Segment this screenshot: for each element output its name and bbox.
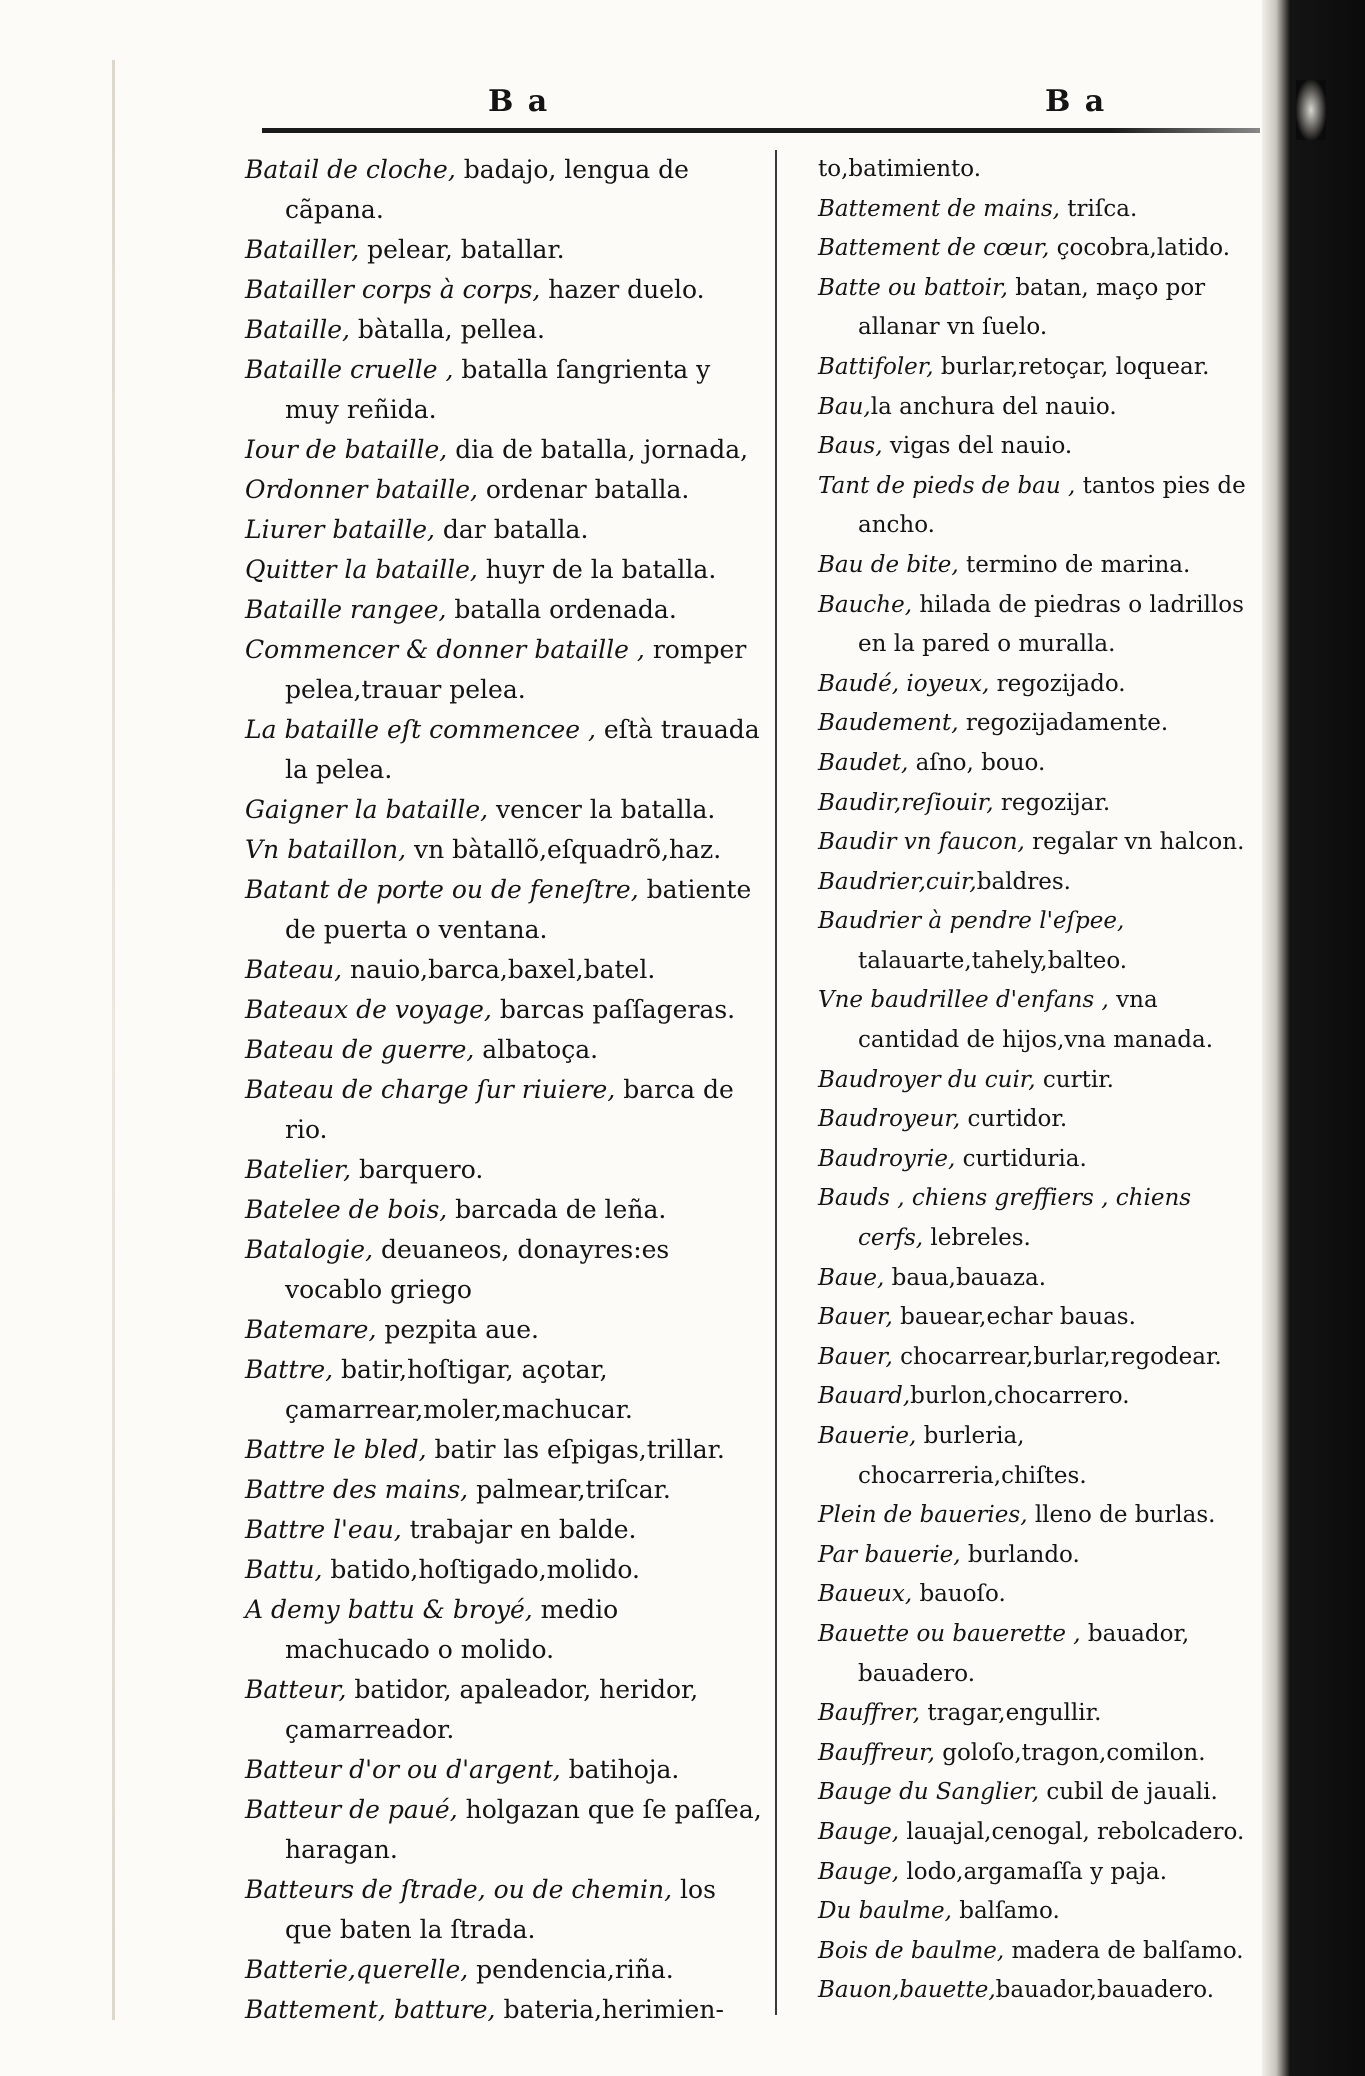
dictionary-entry (245, 230, 770, 270)
dictionary-entry (245, 590, 770, 630)
entry-headword: Battement de cœur, (818, 235, 1050, 262)
entry-headword: Bateau, (245, 955, 343, 984)
dictionary-entry (245, 1590, 770, 1670)
dictionary-entry (245, 1550, 770, 1590)
entry-headword: Bauche, (818, 591, 913, 618)
entry-headword: Par bauerie, (818, 1541, 961, 1568)
entry-gloss: huyr de la batalla. (477, 555, 717, 584)
dictionary-entry (818, 586, 1258, 665)
column-divider (775, 150, 777, 2015)
entry-gloss: burlar,retoçar, loquear. (933, 353, 1210, 380)
entry-gloss: la anchura del nauio. (870, 393, 1117, 420)
entry-gloss: talauarte,tahely,balteo. (858, 947, 1128, 974)
entry-gloss: dia de batalla, jornada, (447, 435, 749, 464)
entry-gloss: vencer la batalla. (488, 795, 716, 824)
dictionary-entry (818, 1259, 1258, 1299)
entry-gloss: vn bàtallõ,eſquadrõ,haz. (406, 835, 722, 864)
dictionary-entry (818, 1971, 1258, 2011)
entry-gloss: bauear,echar bauas. (892, 1304, 1136, 1331)
entry-headword: Bateau de guerre, (245, 1035, 475, 1064)
dictionary-entry (818, 388, 1258, 428)
entry-gloss: triſca. (1059, 195, 1138, 222)
dictionary-entry (245, 1990, 770, 2030)
dictionary-entry (245, 1750, 770, 1790)
entry-headword: Quitter la bataille, (245, 555, 478, 584)
dictionary-entry (245, 630, 770, 710)
entry-headword: Battre l'eau, (245, 1515, 402, 1544)
entry-headword: Bauard, (818, 1383, 911, 1410)
entry-headword: Batant de porte ou de feneſtre, (245, 875, 639, 904)
dictionary-entry (245, 510, 770, 550)
entry-headword: Batail de cloche, (245, 155, 456, 184)
dictionary-entry (818, 704, 1258, 744)
entry-gloss: los que baten la ſtrada. (285, 1875, 716, 1944)
entry-headword: Baue, (818, 1264, 885, 1291)
entry-gloss: barcada de leña. (447, 1195, 667, 1224)
entry-headword: Battement, batture, (245, 1995, 496, 2024)
entry-headword: Batteur d'or ou d'argent, (245, 1755, 561, 1784)
entry-headword: Bois de baulme, (818, 1937, 1005, 1964)
entry-gloss: to,batimiento. (818, 156, 982, 182)
entry-gloss: tragar,engullir. (920, 1700, 1102, 1727)
dictionary-entry (245, 950, 770, 990)
entry-headword: Bateau de charge ſur riuiere, (245, 1075, 616, 1104)
dictionary-entry (818, 1179, 1258, 1258)
entry-headword: Batte ou battoir, (818, 274, 1008, 301)
entry-gloss: batiente de puerta o ventana. (285, 875, 752, 944)
dictionary-entry (818, 823, 1258, 863)
dictionary-entry (818, 1496, 1258, 1536)
entry-gloss: bauador, bauadero. (858, 1620, 1190, 1687)
right-column (818, 150, 1258, 2011)
entry-headword: Gaigner la bataille, (245, 795, 489, 824)
dictionary-entry (245, 1870, 770, 1950)
entry-headword: Baudir,reſiouir, (818, 789, 994, 816)
dictionary-entry (818, 150, 1258, 190)
running-head-right: B a (1045, 84, 1107, 119)
entry-gloss: pendencia,riña. (468, 1955, 674, 1984)
entry-headword: Batailler corps à corps, (245, 275, 541, 304)
entry-headword: Bauette ou bauerette , (818, 1620, 1081, 1647)
dictionary-entry (818, 744, 1258, 784)
entry-headword: Batteur de paué, (245, 1795, 458, 1824)
entry-gloss: batidor, apaleador, heridor, çamarreador. (285, 1675, 699, 1744)
dictionary-entry (245, 470, 770, 510)
entry-gloss: hilada de piedras o ladrillos en la pared o muralla. (858, 591, 1244, 658)
entry-headword: Batteurs de ſtrade, ou de chemin, (245, 1875, 673, 1904)
entry-headword: Plein de baueries, (818, 1502, 1028, 1529)
entry-headword: Bau, (818, 393, 871, 420)
entry-headword: Ordonner bataille, (245, 475, 478, 504)
dictionary-entry (818, 784, 1258, 824)
entry-gloss: vna cantidad de hijos,vna manada. (858, 987, 1214, 1054)
entry-gloss: lauajal,cenogal, rebolcadero. (899, 1818, 1245, 1845)
dictionary-entry (818, 190, 1258, 230)
dictionary-entry (245, 1230, 770, 1310)
entry-gloss: curtidor. (960, 1106, 1068, 1133)
entry-gloss: lleno de burlas. (1027, 1502, 1216, 1529)
entry-headword: Batemare, (245, 1315, 377, 1344)
entry-headword: Batelier, (245, 1155, 352, 1184)
header-rule (262, 128, 1252, 133)
dictionary-entry (245, 710, 770, 790)
entry-gloss: vigas del nauio. (882, 433, 1073, 460)
entry-headword: Bauer, (818, 1343, 893, 1370)
entry-headword: Vn bataillon, (245, 835, 407, 864)
entry-gloss: ordenar batalla. (477, 475, 690, 504)
entry-gloss: batalla ordenada. (446, 595, 677, 624)
entry-gloss: burlando. (960, 1541, 1080, 1568)
entry-headword: Battifoler, (818, 353, 934, 380)
dictionary-entry (818, 1061, 1258, 1101)
entry-gloss: bauador,bauadero. (995, 1977, 1215, 2004)
dictionary-entry (245, 430, 770, 470)
entry-headword: Batailler, (245, 235, 360, 264)
entry-headword: Bauge du Sanglier, (818, 1779, 1040, 1806)
entry-headword: Bataille, (245, 315, 350, 344)
entry-headword: Baudet, (818, 749, 909, 776)
dictionary-entry (818, 546, 1258, 586)
dictionary-entry (245, 350, 770, 430)
entry-gloss: nauio,barca,baxel,batel. (342, 955, 656, 984)
dictionary-entry (818, 665, 1258, 705)
dictionary-entry (818, 467, 1258, 546)
header-rule-fade (1110, 128, 1260, 133)
page-left-edge (112, 60, 115, 2020)
dictionary-entry (818, 427, 1258, 467)
entry-gloss: regalar vn halcon. (1024, 829, 1245, 856)
entry-headword: Bauge, (818, 1818, 900, 1845)
entry-gloss: lodo,argamaſſa y paja. (899, 1858, 1168, 1885)
dictionary-entry (245, 790, 770, 830)
entry-gloss: curtir. (1035, 1066, 1114, 1093)
entry-headword: Baudrier à pendre l'eſpee, (818, 908, 1125, 935)
entry-gloss: bàtalla, pellea. (349, 315, 546, 344)
dictionary-entry (245, 310, 770, 350)
dictionary-entry (818, 1892, 1258, 1932)
entry-headword: Batalogie, (245, 1235, 374, 1264)
entry-gloss: goloſo,tragon,comilon. (934, 1739, 1206, 1766)
entry-gloss: batir,hoſtigar, açotar, çamarrear,moler,machucar. (285, 1355, 633, 1424)
entry-gloss: dar batalla. (434, 515, 589, 544)
entry-gloss: madera de balſamo. (1004, 1937, 1244, 1964)
entry-headword: A demy battu & broyé, (245, 1595, 533, 1624)
entry-gloss: medio machucado o molido. (285, 1595, 619, 1664)
dictionary-entry (245, 1150, 770, 1190)
entry-headword: Baudroyeur, (818, 1106, 961, 1133)
dictionary-entry (818, 348, 1258, 388)
entry-gloss: barca de rio. (285, 1075, 734, 1144)
entry-gloss: pezpita aue. (376, 1315, 539, 1344)
dictionary-entry (818, 1734, 1258, 1774)
running-head-left: B a (488, 84, 550, 119)
entry-gloss: albatoça. (474, 1035, 599, 1064)
entry-headword: Bauerie, (818, 1423, 917, 1449)
dictionary-entry (245, 1430, 770, 1470)
dictionary-entry (818, 1338, 1258, 1378)
entry-gloss: batan, maço por allanar vn ſuelo. (858, 274, 1206, 341)
binding-gutter-shadow (1262, 0, 1365, 2076)
entry-gloss: batido,hoſtigado,molido. (322, 1555, 640, 1584)
dictionary-entry (245, 1950, 770, 1990)
dictionary-entry (818, 902, 1258, 981)
dictionary-entry (245, 870, 770, 950)
entry-headword: Bateaux de voyage, (245, 995, 492, 1024)
entry-gloss: barquero. (351, 1155, 484, 1184)
entry-gloss: burleria, chocarreria,chiſtes. (858, 1423, 1087, 1489)
dictionary-entry (245, 1190, 770, 1230)
dictionary-entry (245, 1310, 770, 1350)
entry-gloss: cubil de jauali. (1039, 1779, 1218, 1806)
dictionary-entry (245, 1350, 770, 1430)
entry-gloss: regozijar. (993, 789, 1111, 816)
entry-gloss: batalla ſangrienta y muy reñida. (285, 355, 711, 424)
entry-gloss: batihoja. (560, 1755, 680, 1784)
entry-headword: Batteur, (245, 1675, 347, 1704)
entry-gloss: regozijado. (989, 670, 1126, 697)
entry-headword: Bataille cruelle , (245, 355, 454, 384)
dictionary-entry (818, 1853, 1258, 1893)
entry-gloss: barcas paſſageras. (491, 995, 736, 1024)
entry-headword: Baudroyrie, (818, 1145, 956, 1172)
entry-gloss: regozijadamente. (958, 710, 1169, 737)
entry-gloss: çocobra,latido. (1049, 235, 1231, 262)
entry-gloss: eſtà trauada la pelea. (285, 715, 760, 784)
dictionary-entry (818, 1536, 1258, 1576)
entry-headword: Baudrier,cuir, (818, 868, 977, 895)
entry-gloss: palmear,triſcar. (468, 1475, 671, 1504)
entry-headword: Bauffrer, (818, 1700, 921, 1727)
entry-headword: Battu, (245, 1555, 323, 1584)
entry-gloss: lebreles. (923, 1225, 1031, 1252)
entry-gloss: burlon,chocarrero. (910, 1383, 1130, 1410)
entry-headword: Bauge, (818, 1858, 900, 1885)
entry-headword: Battre, (245, 1355, 334, 1384)
entry-headword: Bauon,bauette, (818, 1977, 996, 2004)
entry-gloss: hazer duelo. (540, 275, 705, 304)
entry-gloss: chocarrear,burlar,regodear. (892, 1343, 1222, 1370)
dictionary-entry (245, 550, 770, 590)
entry-headword: Tant de pieds de bau , (818, 472, 1076, 499)
entry-headword: Iour de bataille, (245, 435, 448, 464)
entry-headword: Commencer & donner bataille , (245, 635, 645, 664)
entry-headword: Bauds , chiens greffiers , chiens cerfs, (818, 1185, 1192, 1252)
entry-headword: Bataille rangee, (245, 595, 447, 624)
entry-gloss: batir las eſpigas,trillar. (426, 1435, 725, 1464)
dictionary-entry (818, 1100, 1258, 1140)
entry-headword: Bau de bite, (818, 551, 959, 578)
entry-gloss: deuaneos, donayres:es vocablo griego (285, 1235, 670, 1304)
dictionary-entry (818, 1575, 1258, 1615)
dictionary-entry (818, 1615, 1258, 1694)
dictionary-entry (245, 1510, 770, 1550)
entry-gloss: bateria,herimien- (495, 1995, 724, 2024)
entry-headword: Baueux, (818, 1581, 913, 1608)
dictionary-entry (818, 1417, 1258, 1496)
entry-headword: Baudement, (818, 710, 959, 737)
entry-gloss: baldres. (976, 868, 1071, 895)
entry-headword: Baudir vn faucon, (818, 829, 1025, 856)
entry-gloss: baua,bauaza. (884, 1264, 1047, 1291)
dictionary-entry (818, 229, 1258, 269)
entry-headword: Bauer, (818, 1304, 893, 1331)
dictionary-entry (818, 1377, 1258, 1417)
entry-gloss: balſamo. (951, 1898, 1060, 1925)
dictionary-entry (245, 150, 770, 230)
dictionary-entry (818, 1932, 1258, 1972)
dictionary-entry (245, 990, 770, 1030)
entry-headword: Baus, (818, 433, 883, 460)
entry-gloss: badajo, lengua de cãpana. (285, 155, 689, 224)
dictionary-entry (245, 1670, 770, 1750)
entry-headword: Du baulme, (818, 1898, 952, 1925)
dictionary-entry (245, 1070, 770, 1150)
entry-gloss: holgazan que ſe paſſea, haragan. (285, 1795, 762, 1864)
dictionary-entry (818, 863, 1258, 903)
entry-headword: Batelee de bois, (245, 1195, 448, 1224)
dictionary-entry (818, 981, 1258, 1060)
entry-gloss: trabajar en balde. (401, 1515, 637, 1544)
entry-gloss: curtiduria. (955, 1145, 1087, 1172)
entry-headword: Baudroyer du cuir, (818, 1066, 1036, 1093)
dictionary-entry (245, 270, 770, 310)
entry-gloss: bauoſo. (912, 1581, 1006, 1608)
entry-headword: Liurer bataille, (245, 515, 435, 544)
dictionary-entry (818, 1694, 1258, 1734)
entry-headword: Baudé, ioyeux, (818, 670, 990, 697)
dictionary-entry (818, 269, 1258, 348)
dictionary-entry (245, 1030, 770, 1070)
entry-gloss: romper pelea,trauar pelea. (285, 635, 747, 704)
entry-headword: Vne baudrillee d'enfans , (818, 987, 1109, 1014)
entry-headword: Battement de mains, (818, 195, 1060, 222)
entry-headword: Bauffreur, (818, 1739, 935, 1766)
entry-gloss: termino de marina. (958, 551, 1191, 578)
entry-gloss: pelear, batallar. (359, 235, 565, 264)
entry-headword: La bataille eſt commencee , (245, 715, 596, 744)
entry-headword: Battre des mains, (245, 1475, 469, 1504)
entry-headword: Battre le bled, (245, 1435, 427, 1464)
left-column (245, 150, 770, 2030)
dictionary-entry (818, 1813, 1258, 1853)
entry-headword: Batterie,querelle, (245, 1955, 469, 1984)
entry-gloss: tantos pies de ancho. (858, 472, 1246, 539)
dictionary-entry (818, 1773, 1258, 1813)
dictionary-entry (818, 1140, 1258, 1180)
dictionary-entry (245, 830, 770, 870)
dictionary-entry (245, 1470, 770, 1510)
dictionary-entry (818, 1298, 1258, 1338)
entry-gloss: aſno, bouo. (908, 749, 1046, 776)
dictionary-entry (245, 1790, 770, 1870)
binding-glint (1296, 80, 1326, 140)
